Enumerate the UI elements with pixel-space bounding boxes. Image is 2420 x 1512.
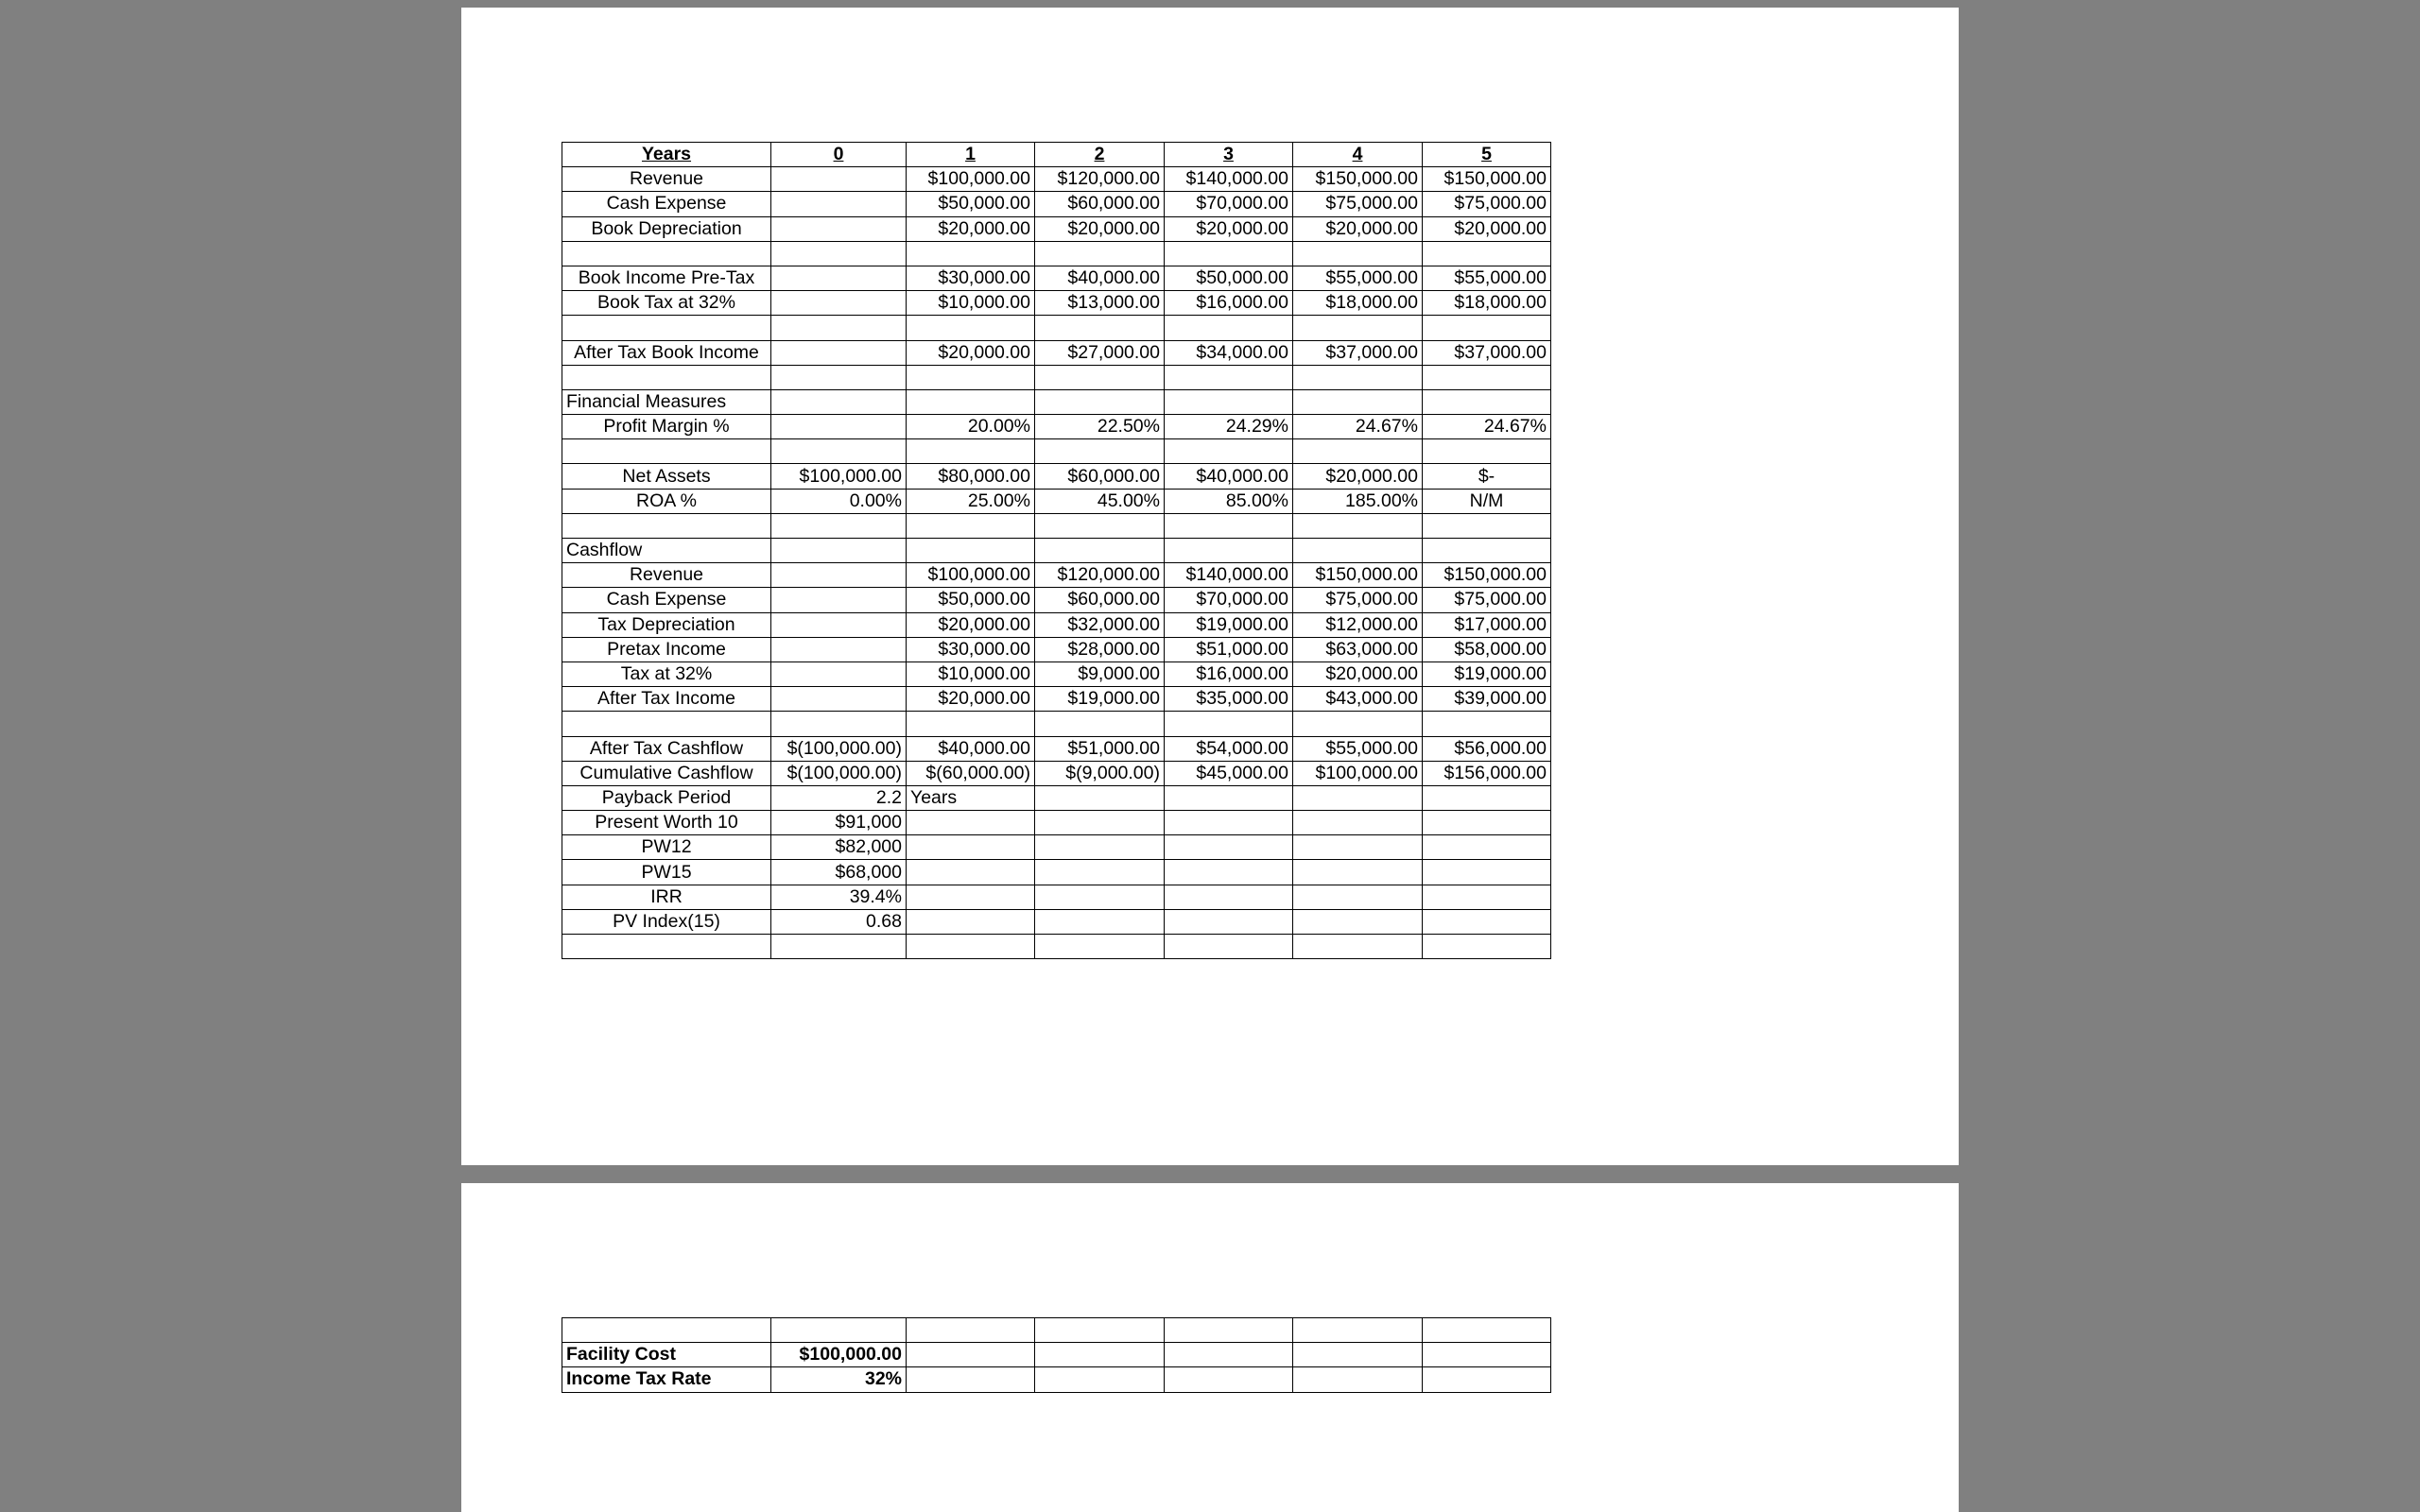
cell[interactable]	[1165, 241, 1293, 266]
year-header[interactable]: 3	[1165, 143, 1293, 167]
cell[interactable]: $40,000.00	[1165, 464, 1293, 489]
cell[interactable]	[1293, 811, 1423, 835]
cell[interactable]	[907, 439, 1035, 464]
row-label[interactable]: ROA %	[562, 489, 771, 513]
row-label[interactable]: Tax at 32%	[562, 662, 771, 686]
cell[interactable]: $12,000.00	[1293, 612, 1423, 637]
cell[interactable]: $34,000.00	[1165, 340, 1293, 365]
cell[interactable]	[771, 935, 907, 959]
cell[interactable]: $40,000.00	[1035, 266, 1165, 290]
cell[interactable]	[1165, 513, 1293, 538]
table-row	[562, 316, 1551, 340]
cell[interactable]: $27,000.00	[1035, 340, 1165, 365]
row-label[interactable]: Payback Period	[562, 785, 771, 810]
cell[interactable]	[771, 712, 907, 736]
cell[interactable]: $150,000.00	[1423, 167, 1551, 192]
cell[interactable]: 0.68	[771, 909, 907, 934]
cell[interactable]	[1423, 365, 1551, 389]
cell[interactable]: $91,000	[771, 811, 907, 835]
row-label[interactable]	[562, 439, 771, 464]
row-label[interactable]	[562, 241, 771, 266]
cell[interactable]: $18,000.00	[1423, 291, 1551, 316]
cell[interactable]: 85.00%	[1165, 489, 1293, 513]
row-label[interactable]: Present Worth 10	[562, 811, 771, 835]
cell[interactable]	[1165, 439, 1293, 464]
cell[interactable]	[1293, 241, 1423, 266]
row-label[interactable]: Book Depreciation	[562, 216, 771, 241]
table-row	[562, 489, 1551, 513]
table-row	[562, 563, 1551, 588]
cell[interactable]	[771, 415, 907, 439]
cell[interactable]: 45.00%	[1035, 489, 1165, 513]
cell[interactable]: $100,000.00	[907, 563, 1035, 588]
cell[interactable]	[1035, 241, 1165, 266]
cell[interactable]	[1035, 811, 1165, 835]
cell[interactable]: $30,000.00	[907, 637, 1035, 662]
cell[interactable]: 32%	[771, 1367, 907, 1392]
cell[interactable]	[1035, 316, 1165, 340]
table-row	[562, 860, 1551, 885]
cell[interactable]	[771, 588, 907, 612]
row-label[interactable]: PV Index(15)	[562, 909, 771, 934]
table-row	[562, 935, 1551, 959]
cell[interactable]: $(60,000.00)	[907, 761, 1035, 785]
row-label[interactable]	[562, 935, 771, 959]
cell[interactable]	[1293, 1343, 1423, 1367]
cell[interactable]	[1423, 811, 1551, 835]
cell[interactable]: $55,000.00	[1423, 266, 1551, 290]
row-label[interactable]: After Tax Cashflow	[562, 736, 771, 761]
cell[interactable]: $45,000.00	[1165, 761, 1293, 785]
cell[interactable]	[1165, 1343, 1293, 1367]
cell[interactable]	[907, 712, 1035, 736]
cell[interactable]: $17,000.00	[1423, 612, 1551, 637]
cell[interactable]: $50,000.00	[907, 588, 1035, 612]
cell[interactable]: $35,000.00	[1165, 687, 1293, 712]
cell[interactable]: $13,000.00	[1035, 291, 1165, 316]
table-row	[562, 588, 1551, 612]
cell[interactable]: $75,000.00	[1423, 588, 1551, 612]
cell[interactable]: $70,000.00	[1165, 588, 1293, 612]
cell[interactable]: $16,000.00	[1165, 291, 1293, 316]
table-row	[562, 389, 1551, 414]
cell[interactable]: $60,000.00	[1035, 588, 1165, 612]
cell[interactable]	[1293, 365, 1423, 389]
row-label[interactable]: Cash Expense	[562, 192, 771, 216]
cell[interactable]: $120,000.00	[1035, 167, 1165, 192]
row-label[interactable]: PW15	[562, 860, 771, 885]
cell[interactable]: $156,000.00	[1423, 761, 1551, 785]
cell[interactable]	[1423, 935, 1551, 959]
row-label[interactable]: Cash Expense	[562, 588, 771, 612]
cell[interactable]: $60,000.00	[1035, 464, 1165, 489]
table-row	[562, 736, 1551, 761]
cell[interactable]: $55,000.00	[1293, 266, 1423, 290]
row-label[interactable]: After Tax Book Income	[562, 340, 771, 365]
table-row	[562, 513, 1551, 538]
cell[interactable]	[1035, 1367, 1165, 1392]
cell[interactable]: $20,000.00	[1035, 216, 1165, 241]
cell[interactable]	[1423, 389, 1551, 414]
row-label[interactable]: IRR	[562, 885, 771, 909]
spreadsheet-page-1	[461, 8, 1959, 1165]
cell[interactable]: $75,000.00	[1293, 192, 1423, 216]
row-label[interactable]	[562, 365, 771, 389]
input-row	[562, 1318, 1551, 1343]
input-assumptions-table	[562, 1317, 1551, 1393]
table-row	[562, 167, 1551, 192]
cell[interactable]: $19,000.00	[1035, 687, 1165, 712]
cell[interactable]	[771, 365, 907, 389]
spreadsheet-page-2	[461, 1183, 1959, 1512]
cash-flow-table	[562, 142, 1551, 959]
row-label[interactable]	[562, 316, 771, 340]
row-label[interactable]: Revenue	[562, 563, 771, 588]
cell[interactable]: $100,000.00	[771, 1343, 907, 1367]
cell[interactable]: N/M	[1423, 489, 1551, 513]
cell[interactable]	[1165, 885, 1293, 909]
cell[interactable]: 20.00%	[907, 415, 1035, 439]
cell[interactable]: $150,000.00	[1293, 167, 1423, 192]
cell[interactable]	[1035, 539, 1165, 563]
cell[interactable]: $120,000.00	[1035, 563, 1165, 588]
row-label[interactable]	[562, 1318, 771, 1343]
cell[interactable]	[907, 811, 1035, 835]
cell[interactable]	[771, 563, 907, 588]
cell[interactable]	[1293, 1318, 1423, 1343]
cell[interactable]	[1293, 316, 1423, 340]
cell[interactable]	[1035, 365, 1165, 389]
cell[interactable]	[1293, 389, 1423, 414]
cell[interactable]: Years	[907, 785, 1035, 810]
cell[interactable]: $54,000.00	[1165, 736, 1293, 761]
cell[interactable]	[771, 192, 907, 216]
cell[interactable]: $9,000.00	[1035, 662, 1165, 686]
year-header[interactable]: 4	[1293, 143, 1423, 167]
cell[interactable]	[1035, 1318, 1165, 1343]
cell[interactable]: 2.2	[771, 785, 907, 810]
cell[interactable]	[1165, 1367, 1293, 1392]
cell[interactable]: $10,000.00	[907, 662, 1035, 686]
cell[interactable]: $16,000.00	[1165, 662, 1293, 686]
cell[interactable]	[907, 909, 1035, 934]
cell[interactable]: $30,000.00	[907, 266, 1035, 290]
cell[interactable]: $20,000.00	[907, 687, 1035, 712]
cell[interactable]	[1293, 513, 1423, 538]
cell[interactable]	[1293, 909, 1423, 934]
cell[interactable]	[907, 389, 1035, 414]
cell[interactable]: $140,000.00	[1165, 563, 1293, 588]
cell[interactable]	[907, 885, 1035, 909]
cell[interactable]	[1423, 1343, 1551, 1367]
cell[interactable]	[771, 340, 907, 365]
row-label[interactable]: Tax Depreciation	[562, 612, 771, 637]
cell[interactable]: 185.00%	[1293, 489, 1423, 513]
cell[interactable]: $(100,000.00)	[771, 736, 907, 761]
cell[interactable]: 22.50%	[1035, 415, 1165, 439]
cell[interactable]: $20,000.00	[1423, 216, 1551, 241]
cell[interactable]	[771, 316, 907, 340]
row-label[interactable]	[562, 712, 771, 736]
cell[interactable]	[1035, 909, 1165, 934]
cell[interactable]	[907, 935, 1035, 959]
table-row	[562, 712, 1551, 736]
table-row	[562, 439, 1551, 464]
cell[interactable]	[907, 1367, 1035, 1392]
cell[interactable]	[907, 1343, 1035, 1367]
cell[interactable]	[1035, 860, 1165, 885]
cell[interactable]	[1165, 909, 1293, 934]
table-row	[562, 192, 1551, 216]
cell[interactable]: $56,000.00	[1423, 736, 1551, 761]
row-label[interactable]	[562, 513, 771, 538]
row-label[interactable]: Net Assets	[562, 464, 771, 489]
table-row	[562, 539, 1551, 563]
row-label[interactable]: Revenue	[562, 167, 771, 192]
cell[interactable]: $39,000.00	[1423, 687, 1551, 712]
table-row	[562, 365, 1551, 389]
input-row	[562, 1343, 1551, 1367]
table-row	[562, 662, 1551, 686]
cell[interactable]: $37,000.00	[1423, 340, 1551, 365]
table-row	[562, 909, 1551, 934]
table-row	[562, 266, 1551, 290]
cell[interactable]	[907, 835, 1035, 860]
cell[interactable]	[1293, 539, 1423, 563]
table-row	[562, 216, 1551, 241]
cell[interactable]: $80,000.00	[907, 464, 1035, 489]
cell[interactable]	[1165, 935, 1293, 959]
cell[interactable]	[771, 687, 907, 712]
cell[interactable]	[1293, 439, 1423, 464]
table-row	[562, 687, 1551, 712]
cell[interactable]: $68,000	[771, 860, 907, 885]
cell[interactable]: 39.4%	[771, 885, 907, 909]
cell[interactable]	[1165, 785, 1293, 810]
row-label[interactable]: After Tax Income	[562, 687, 771, 712]
cell[interactable]	[771, 612, 907, 637]
row-label[interactable]: Cumulative Cashflow	[562, 761, 771, 785]
table-row	[562, 464, 1551, 489]
cell[interactable]: $20,000.00	[907, 216, 1035, 241]
cell[interactable]	[771, 216, 907, 241]
cell[interactable]: $19,000.00	[1165, 612, 1293, 637]
cell[interactable]: $20,000.00	[1293, 662, 1423, 686]
table-row	[562, 291, 1551, 316]
cell[interactable]: $43,000.00	[1293, 687, 1423, 712]
cell[interactable]: $60,000.00	[1035, 192, 1165, 216]
cell[interactable]: $140,000.00	[1165, 167, 1293, 192]
cell[interactable]	[1423, 316, 1551, 340]
cell[interactable]	[1165, 712, 1293, 736]
cell[interactable]: $58,000.00	[1423, 637, 1551, 662]
cell[interactable]: 25.00%	[907, 489, 1035, 513]
cell[interactable]: 24.67%	[1423, 415, 1551, 439]
cell[interactable]	[771, 389, 907, 414]
cell[interactable]	[1293, 785, 1423, 810]
cell[interactable]	[1165, 389, 1293, 414]
cell[interactable]: $18,000.00	[1293, 291, 1423, 316]
cell[interactable]	[907, 241, 1035, 266]
table-row	[562, 415, 1551, 439]
row-label[interactable]: Income Tax Rate	[562, 1367, 771, 1392]
cell[interactable]	[1423, 241, 1551, 266]
cell[interactable]	[1165, 1318, 1293, 1343]
cell[interactable]	[1035, 389, 1165, 414]
cell[interactable]	[771, 662, 907, 686]
cell[interactable]: $51,000.00	[1165, 637, 1293, 662]
cell[interactable]	[771, 637, 907, 662]
cell[interactable]	[1423, 712, 1551, 736]
cell[interactable]: $51,000.00	[1035, 736, 1165, 761]
cell[interactable]: $28,000.00	[1035, 637, 1165, 662]
cell[interactable]: $100,000.00	[907, 167, 1035, 192]
table-row	[562, 241, 1551, 266]
cell[interactable]: $(9,000.00)	[1035, 761, 1165, 785]
cell[interactable]	[1165, 860, 1293, 885]
row-label[interactable]: Book Income Pre-Tax	[562, 266, 771, 290]
cell[interactable]: $20,000.00	[907, 612, 1035, 637]
cell[interactable]: $20,000.00	[907, 340, 1035, 365]
cell[interactable]	[907, 1318, 1035, 1343]
cell[interactable]	[771, 513, 907, 538]
year-header[interactable]: 0	[771, 143, 907, 167]
cell[interactable]: $19,000.00	[1423, 662, 1551, 686]
cell[interactable]: $150,000.00	[1293, 563, 1423, 588]
cell[interactable]	[1423, 909, 1551, 934]
input-row	[562, 1367, 1551, 1392]
row-label[interactable]: Profit Margin %	[562, 415, 771, 439]
cell[interactable]: 24.29%	[1165, 415, 1293, 439]
cell[interactable]	[1035, 439, 1165, 464]
cell[interactable]	[771, 266, 907, 290]
row-label[interactable]: Cashflow	[562, 539, 771, 563]
cell[interactable]: $100,000.00	[771, 464, 907, 489]
cell[interactable]: $50,000.00	[907, 192, 1035, 216]
cell[interactable]: $20,000.00	[1293, 464, 1423, 489]
cell[interactable]	[1035, 1343, 1165, 1367]
cell[interactable]	[1165, 835, 1293, 860]
cell[interactable]: $50,000.00	[1165, 266, 1293, 290]
cell[interactable]	[1423, 1367, 1551, 1392]
cell[interactable]	[771, 539, 907, 563]
cell[interactable]	[1293, 885, 1423, 909]
cell[interactable]: $75,000.00	[1423, 192, 1551, 216]
cell[interactable]: $55,000.00	[1293, 736, 1423, 761]
cell[interactable]	[1035, 785, 1165, 810]
cell[interactable]: $(100,000.00)	[771, 761, 907, 785]
cell[interactable]	[907, 539, 1035, 563]
cell[interactable]	[1293, 835, 1423, 860]
cell[interactable]	[1035, 712, 1165, 736]
row-label[interactable]: Book Tax at 32%	[562, 291, 771, 316]
cell[interactable]	[1035, 835, 1165, 860]
cell[interactable]	[1423, 539, 1551, 563]
cell[interactable]	[1165, 539, 1293, 563]
row-label[interactable]: PW12	[562, 835, 771, 860]
cell[interactable]	[771, 439, 907, 464]
cell[interactable]	[1035, 885, 1165, 909]
years-header[interactable]: Years	[562, 143, 771, 167]
cell[interactable]	[1293, 712, 1423, 736]
cell[interactable]	[1165, 811, 1293, 835]
cell[interactable]	[1165, 316, 1293, 340]
cell[interactable]	[1165, 365, 1293, 389]
cell[interactable]: 0.00%	[771, 489, 907, 513]
cell[interactable]: $150,000.00	[1423, 563, 1551, 588]
cell[interactable]	[1293, 935, 1423, 959]
table-row	[562, 340, 1551, 365]
cell[interactable]: $82,000	[771, 835, 907, 860]
header-row	[562, 143, 1551, 167]
cell[interactable]	[1423, 439, 1551, 464]
cell[interactable]: $100,000.00	[1293, 761, 1423, 785]
row-label[interactable]: Pretax Income	[562, 637, 771, 662]
cell[interactable]	[1035, 513, 1165, 538]
table-row	[562, 835, 1551, 860]
cell[interactable]	[1035, 935, 1165, 959]
cell[interactable]: $-	[1423, 464, 1551, 489]
cell[interactable]: $20,000.00	[1293, 216, 1423, 241]
cell[interactable]: $37,000.00	[1293, 340, 1423, 365]
cell[interactable]: $10,000.00	[907, 291, 1035, 316]
cell[interactable]	[1423, 1318, 1551, 1343]
row-label[interactable]: Financial Measures	[562, 389, 771, 414]
table-row	[562, 885, 1551, 909]
cell[interactable]: $32,000.00	[1035, 612, 1165, 637]
year-header[interactable]: 1	[907, 143, 1035, 167]
cell[interactable]	[907, 513, 1035, 538]
year-header[interactable]: 2	[1035, 143, 1165, 167]
cell[interactable]	[1293, 860, 1423, 885]
cell[interactable]: $20,000.00	[1165, 216, 1293, 241]
cell[interactable]	[907, 860, 1035, 885]
cell[interactable]	[1423, 513, 1551, 538]
cell[interactable]	[1423, 860, 1551, 885]
cell[interactable]	[771, 167, 907, 192]
table-row	[562, 612, 1551, 637]
cell[interactable]: 24.67%	[1293, 415, 1423, 439]
cell[interactable]: $63,000.00	[1293, 637, 1423, 662]
cell[interactable]	[907, 316, 1035, 340]
row-label[interactable]: Facility Cost	[562, 1343, 771, 1367]
cell[interactable]	[1423, 785, 1551, 810]
table-row	[562, 811, 1551, 835]
cell[interactable]	[1423, 835, 1551, 860]
cell[interactable]: $40,000.00	[907, 736, 1035, 761]
cell[interactable]	[1423, 885, 1551, 909]
cell[interactable]	[907, 365, 1035, 389]
table-row	[562, 761, 1551, 785]
table-row	[562, 785, 1551, 810]
cell[interactable]: $70,000.00	[1165, 192, 1293, 216]
cell[interactable]	[771, 241, 907, 266]
year-header[interactable]: 5	[1423, 143, 1551, 167]
cell[interactable]: $75,000.00	[1293, 588, 1423, 612]
table-row	[562, 637, 1551, 662]
cell[interactable]	[771, 1318, 907, 1343]
cell[interactable]	[1293, 1367, 1423, 1392]
cell[interactable]	[771, 291, 907, 316]
